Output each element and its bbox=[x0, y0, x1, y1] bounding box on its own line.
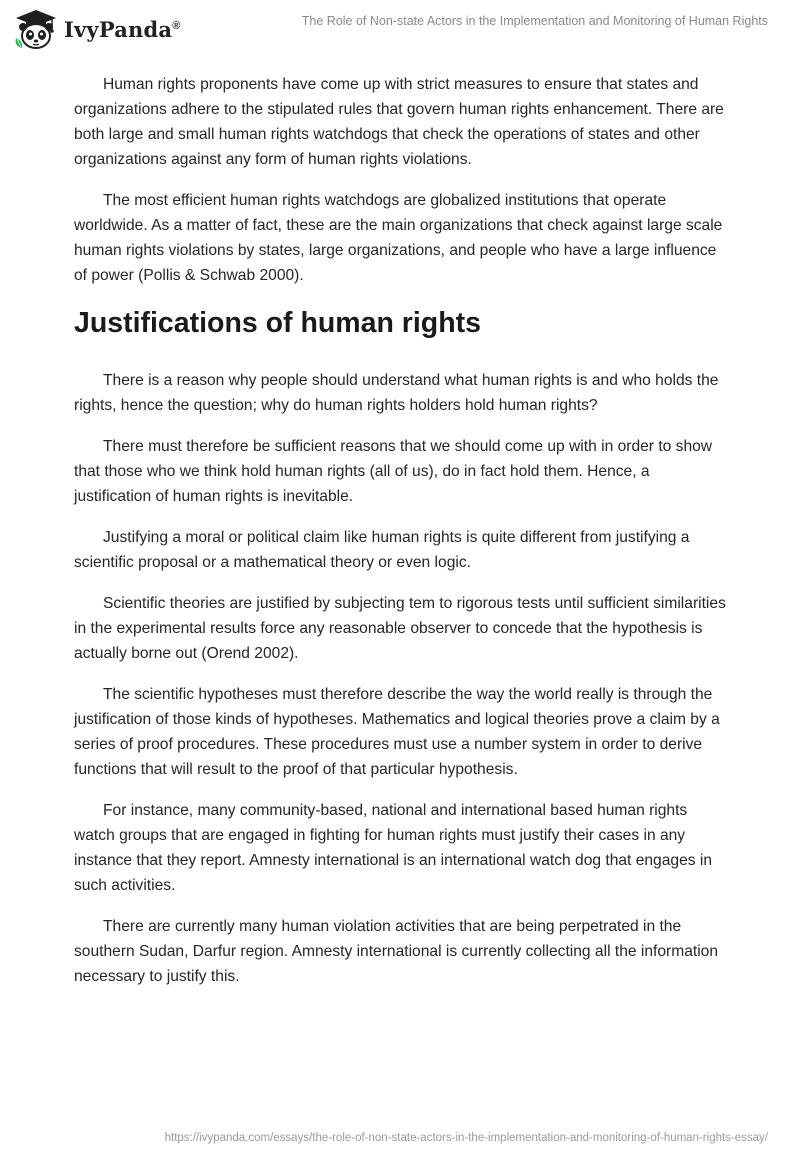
panda-graduate-icon bbox=[14, 8, 58, 50]
paragraph: Human rights proponents have come up with strict measures to ensure that states and organizations adhere to the stipulated rules that govern human rights enhancement. There are both large and small human rights watchdogs that check the operations of states and other organizations against any form of human rights violations. bbox=[74, 76, 724, 168]
registered-mark: ® bbox=[172, 19, 181, 32]
paragraph: There are currently many human violation activities that are being perpetrated in the southern Sudan, Darfur region. Amnesty international is currently collecting all the information necessary to justify this. bbox=[74, 918, 719, 985]
section-heading: Justifications of human rights bbox=[74, 307, 481, 339]
paragraph: Justifying a moral or political claim like human rights is quite different from justifying a scientific proposal or a mathematical theory or even logic. bbox=[74, 529, 690, 571]
logo-wordmark bbox=[64, 17, 181, 42]
paragraph: For instance, many community-based, national and international based human rights watch groups that are engaged in fighting for human rights must justify their cases in any instance that they report. Amnesty international is an international watch dog that engages in such activities. bbox=[74, 802, 713, 894]
ivypanda-logo[interactable] bbox=[14, 8, 181, 50]
logo-text: IvyPanda bbox=[64, 16, 173, 42]
paragraph: Scientific theories are justified by subjecting tem to rigorous tests until sufficient similarities in the experimental results force any reasonable observer to concede that the hypothesis is actually borne out (Orend 2002). bbox=[74, 595, 726, 662]
paragraph: The most efficient human rights watchdogs are globalized institutions that operate worldwide. As a matter of fact, these are the main organizations that check against large scale human rights violations by states, large organizations, and people who have a large influence of power (Pollis & Schwab 2000). bbox=[74, 192, 723, 284]
source-url[interactable]: https://ivypanda.com/essays/the-role-of-non-state-actors-in-the-implementation-and-monitoring-of-human-rights-essay/ bbox=[164, 1132, 768, 1144]
paragraph: The scientific hypotheses must therefore describe the way the world really is through the justification of those kinds of hypotheses. Mathematics and logical theories prove a claim by a series of proof procedures. These procedures must use a number system in order to derive functions that will result to the proof of that particular hypothesis. bbox=[74, 686, 720, 778]
paragraph: There must therefore be sufficient reasons that we should come up with in order to show that those who we think hold human rights (all of us), do in fact hold them. Hence, a justification of human rights is inevitable. bbox=[74, 438, 713, 505]
essay-content bbox=[74, 72, 730, 1005]
page-header bbox=[0, 0, 800, 60]
document-title: The Role of Non-state Actors in the Implementation and Monitoring of Human Rights bbox=[301, 14, 768, 28]
paragraph: There is a reason why people should understand what human rights is and who holds the rights, hence the question; why do human rights holders hold human rights? bbox=[74, 372, 719, 414]
